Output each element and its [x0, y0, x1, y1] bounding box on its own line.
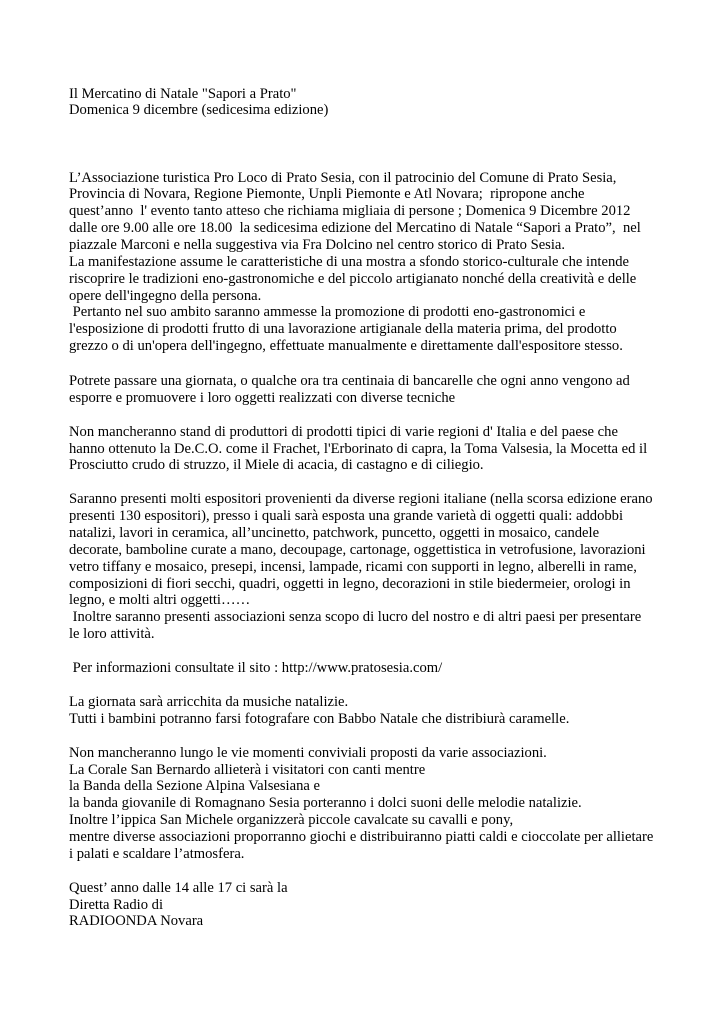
text-line: grezzo o di un'opera dell'ingegno, effettuate manualmente e direttamente dall'espositore stesso.: [69, 338, 623, 354]
text-line: opere dell'ingegno della persona.: [69, 288, 262, 304]
text-line: Quest’ anno dalle 14 alle 17 ci sarà la: [69, 880, 288, 896]
text-line: quest’anno l' evento tanto atteso che richiama migliaia di persone ; Domenica 9 Dicembre 2012: [69, 203, 631, 219]
text-line: piazzale Marconi e nella suggestiva via Fra Dolcino nel centro storico di Prato Sesia.: [69, 237, 566, 253]
text-line: composizioni di fiori secchi, quadri, oggetti in legno, decorazioni in stile biedermeier, orologi in: [69, 576, 631, 592]
text-line: legno, e molti altri oggetti……: [69, 592, 251, 608]
text-line: Non mancheranno stand di produttori di prodotti tipici di varie regioni d' Italia e del paese che: [69, 424, 618, 440]
text-line: hanno ottenuto la De.C.O. come il Frachet, l'Erborinato di capra, la Toma Valsesia, la Mocetta ed il: [69, 441, 648, 457]
text-line: Prosciutto crudo di struzzo, il Miele di acacia, di castagno e di ciliegio.: [69, 457, 484, 473]
text-line: RADIOONDA Novara: [69, 913, 204, 929]
text-line: Inoltre saranno presenti associazioni senza scopo di lucro del nostro e di altri paesi per presentare: [69, 609, 642, 625]
text-line: le loro attività.: [69, 626, 155, 642]
text-line: vetro tiffany e mosaico, presepi, incensi, lampade, ricami con supporti in legno, alberelli in rame,: [69, 559, 637, 575]
text-line: Inoltre l’ippica San Michele organizzerà piccole cavalcate su cavalli e pony,: [69, 812, 514, 828]
text-line: Provincia di Novara, Regione Piemonte, Unpli Piemonte e Atl Novara; ripropone anche: [69, 186, 585, 202]
text-line: i palati e scaldare l’atmosfera.: [69, 846, 245, 862]
text-line: natalizi, lavori in ceramica, all’uncinetto, patchwork, puncetto, oggetti in mosaico, candele: [69, 525, 600, 541]
text-line: riscoprire le tradizioni eno-gastronomiche e del piccolo artigianato nonché della creatività e delle: [69, 271, 637, 287]
text-line: Saranno presenti molti espositori provenienti da diverse regioni italiane (nella scorsa edizione erano: [69, 491, 653, 507]
text-line: L’Associazione turistica Pro Loco di Prato Sesia, con il patrocinio del Comune di Prato Sesia,: [69, 170, 617, 186]
text-line: la banda giovanile di Romagnano Sesia porteranno i dolci suoni delle melodie natalizie.: [69, 795, 582, 811]
title-line: Il Mercatino di Natale "Sapori a Prato": [69, 86, 297, 102]
text-line: Pertanto nel suo ambito saranno ammesse la promozione di prodotti eno-gastronomici e: [69, 304, 586, 320]
text-line: l'esposizione di prodotti frutto di una lavorazione artigianale della materia prima, del prodotto: [69, 321, 617, 337]
text-line: presenti 130 espositori), presso i quali sarà esposta una grande varietà di oggetti quali: addobbi: [69, 508, 624, 524]
text-line: dalle ore 9.00 alle ore 18.00 la sedicesima edizione del Mercatino di Natale “Sapori a Prato”, nel: [69, 220, 641, 236]
text-line: La manifestazione assume le caratteristiche di una mostra a sfondo storico-culturale che intende: [69, 254, 630, 270]
text-line: La Corale San Bernardo allieterà i visitatori con canti mentre: [69, 762, 426, 778]
text-line: mentre diverse associazioni proporranno giochi e distribuiranno piatti caldi e cioccolate per allietare: [69, 829, 654, 845]
subtitle-line: Domenica 9 dicembre (sedicesima edizione): [69, 102, 329, 118]
website-info-line: Per informazioni consultate il sito : http://www.pratosesia.com/: [69, 660, 443, 676]
text-line: Potrete passare una giornata, o qualche ora tra centinaia di bancarelle che ogni anno vengono ad: [69, 373, 630, 389]
text-line: La giornata sarà arricchita da musiche natalizie.: [69, 694, 349, 710]
text-line: esporre e promuovere i loro oggetti realizzati con diverse tecniche: [69, 390, 456, 406]
text-line: Tutti i bambini potranno farsi fotografare con Babbo Natale che distribiurà caramelle.: [69, 711, 570, 727]
text-line: la Banda della Sezione Alpina Valsesiana e: [69, 778, 320, 794]
text-line: Non mancheranno lungo le vie momenti conviviali proposti da varie associazioni.: [69, 745, 547, 761]
text-line: decorate, bamboline curate a mano, decoupage, cartonage, oggettistica in vetrofusione, lavorazioni: [69, 542, 646, 558]
text-line: Diretta Radio di: [69, 897, 164, 913]
